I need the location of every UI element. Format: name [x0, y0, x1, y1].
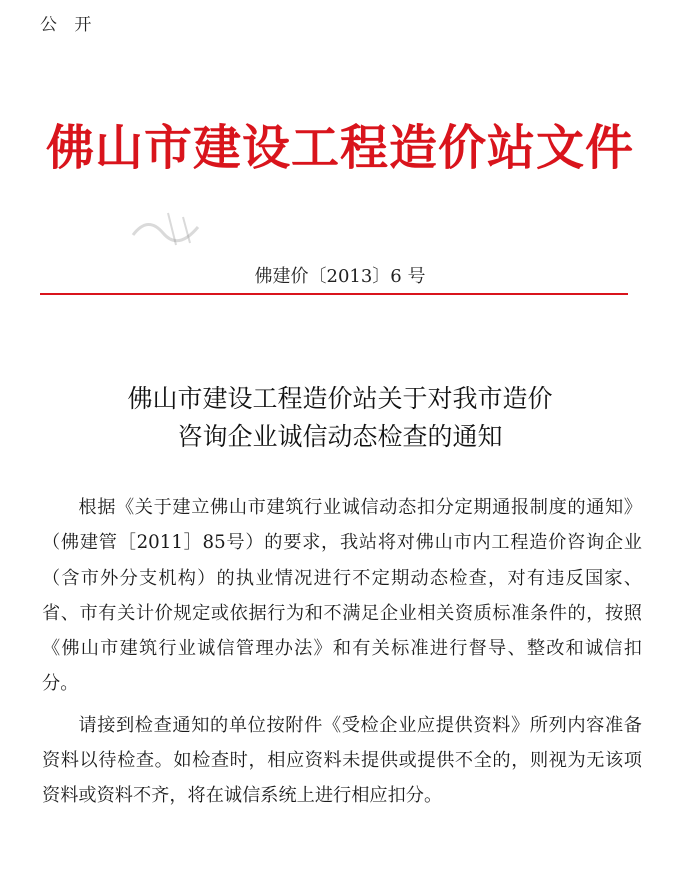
body-paragraph-2: 请接到检查通知的单位按附件《受检企业应提供资料》所列内容准备资料以待检查。如检查时，相应资料未提供或提供不全的，则视为无该项资料或资料不齐，将在诚信系统上进行相应扣分。 — [42, 714, 642, 807]
faint-stamp-mark — [128, 205, 218, 255]
notice-title — [60, 380, 620, 456]
notice-title-line-2: 咨询企业诚信动态检查的通知 — [177, 422, 503, 451]
document-number: 佛建价〔2013〕6 号 — [254, 266, 426, 287]
confidentiality-label: 公 开 — [40, 15, 98, 35]
red-divider-rule — [40, 293, 628, 295]
issuer-header: 佛山市建设工程造价站文件 — [45, 120, 634, 176]
body-paragraph-1: 根据《关于建立佛山市建筑行业诚信动态扣分定期通报制度的通知》（佛建管［2011］85号）的要求，我站将对佛山市内工程造价咨询企业（含市外分支机构）的执业情况进行不定期动态检查，对有违反国家、省、市有关计价规定或依据行为和不满足企业相关资质标准条件的，按照《佛山市建筑行业诚信管理办法》和有关标准进行督导、整改和诚信扣分。 — [42, 497, 642, 695]
notice-body — [42, 490, 642, 814]
notice-title-line-1: 佛山市建设工程造价站关于对我市造价 — [127, 384, 553, 413]
